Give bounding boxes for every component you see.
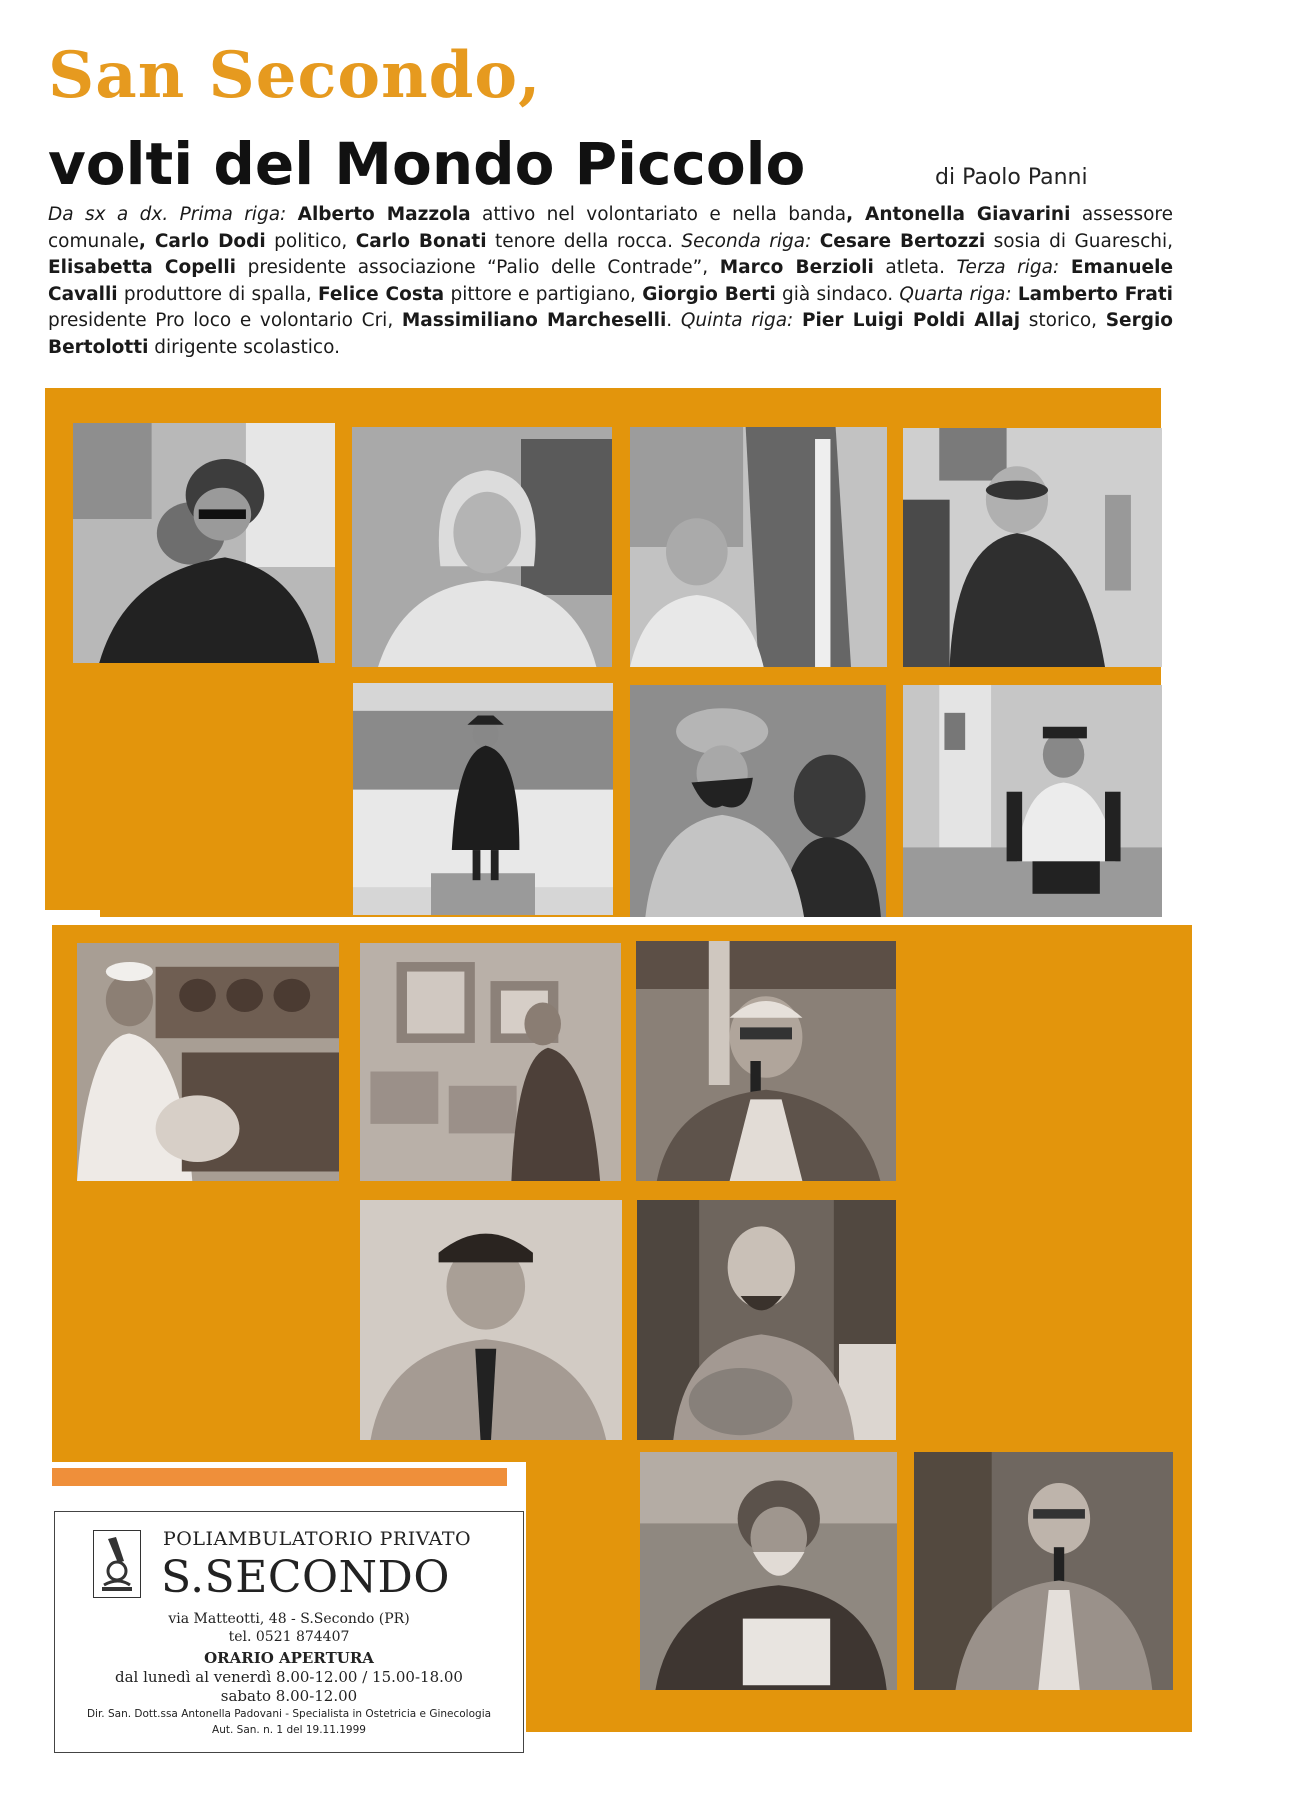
caption-segment: Seconda riga:	[681, 230, 820, 252]
ad-address: via Matteotti, 48 - S.Secondo (PR)	[168, 1611, 410, 1627]
caption-segment: assessore comunale	[48, 204, 1173, 252]
caption-segment: pittore e partigiano,	[444, 283, 643, 305]
caption-segment: Da sx a dx. Prima riga:	[48, 204, 298, 225]
ad-hours-weekdays: dal lunedì al venerdì 8.00-12.00 / 15.00-18.00	[115, 1668, 463, 1686]
photo-alberto-mazzola	[73, 423, 335, 663]
ad-telephone: tel. 0521 874407	[228, 1629, 350, 1645]
photo-massimiliano-marcheselli	[637, 1200, 896, 1440]
caption-segment: , Carlo Dodi	[138, 230, 266, 252]
ad-director: Dir. San. Dott.ssa Antonella Padovani - Specialista in Ostetricia e Ginecologia	[86, 1708, 492, 1720]
caption-segment: Giorgio Berti	[642, 283, 776, 305]
caption-segment: Lamberto Frati	[1017, 283, 1174, 305]
caption-segment: Quarta riga:	[899, 283, 1018, 305]
photo-cesare-bertozzi	[353, 683, 613, 915]
photo-antonella-giavarini	[352, 427, 612, 667]
caption-segment: Emanuele Cavalli	[48, 257, 1173, 305]
caption-segment: storico,	[1020, 310, 1106, 331]
caption-segment: già sindaco.	[775, 283, 900, 305]
caption-segment: Cesare Bertozzi	[819, 230, 986, 252]
ad-box	[54, 1511, 524, 1753]
caption-segment: Pier Luigi Poldi Allaj	[801, 310, 1021, 331]
caption-segment: Quinta riga:	[680, 310, 802, 331]
photo-lamberto-frati	[360, 1200, 622, 1440]
caption-segment: .	[666, 310, 681, 331]
photo-emanuele-cavalli	[77, 943, 339, 1181]
title-line-2: volti del Mondo Piccolo	[48, 130, 806, 198]
photo-giorgio-berti	[636, 941, 896, 1181]
caption-segment: attivo nel volontariato e nella banda	[470, 204, 847, 225]
caption-segment: Carlo Bonati	[355, 230, 487, 252]
caption-segment: , Antonella Giavarini	[846, 204, 1071, 225]
caption-segment: atleta.	[873, 257, 957, 278]
photo-elisabetta-copelli	[630, 685, 886, 917]
photo-marco-berzioli	[903, 685, 1162, 917]
caption-segment: sosia di Guareschi,	[985, 230, 1173, 252]
caption-segment: Marco Berzioli	[719, 257, 874, 278]
caption-segment: tenore della rocca.	[486, 230, 682, 252]
caption-segment: Alberto Mazzola	[297, 204, 471, 225]
photo-carlo-dodi	[630, 427, 887, 667]
photo-pier-luigi-poldi-allaj	[640, 1452, 897, 1690]
caption-segment: politico,	[265, 230, 356, 252]
title-line-1: San Secondo,	[48, 38, 542, 113]
ad-authorization: Aut. San. n. 1 del 19.11.1999	[212, 1724, 366, 1736]
ad-orario-title: ORARIO APERTURA	[204, 1649, 374, 1667]
caption-segment: dirigente scolastico.	[148, 336, 340, 358]
ad-line-2: S.SECONDO	[161, 1552, 450, 1603]
caption-segment: Felice Costa	[318, 283, 445, 305]
photo-carlo-bonati	[903, 428, 1162, 667]
ad-hours-saturday: sabato 8.00-12.00	[220, 1687, 358, 1705]
caption-segment: Massimiliano Marcheselli	[401, 310, 667, 331]
caption-segment: presidente associazione “Palio delle Contrade”,	[236, 257, 720, 278]
caption-segment: Terza riga:	[956, 257, 1071, 278]
ad-line-1: POLIAMBULATORIO PRIVATO	[163, 1528, 472, 1550]
poliambulatorio-ad	[52, 1465, 526, 1756]
photo-sergio-bertolotti	[914, 1452, 1173, 1690]
microscope-logo-icon	[93, 1530, 141, 1598]
caption-segment: Elisabetta Copelli	[48, 257, 237, 278]
caption-segment: presidente Pro loco e volontario Cri,	[48, 310, 402, 331]
byline: di Paolo Panni	[935, 165, 1088, 190]
caption-segment: produttore di spalla,	[117, 283, 319, 305]
photo-felice-costa	[360, 943, 621, 1181]
photo-caption	[48, 202, 1173, 361]
ad-orange-bar	[52, 1468, 507, 1486]
caption-segment: Sergio Bertolotti	[48, 310, 1174, 358]
